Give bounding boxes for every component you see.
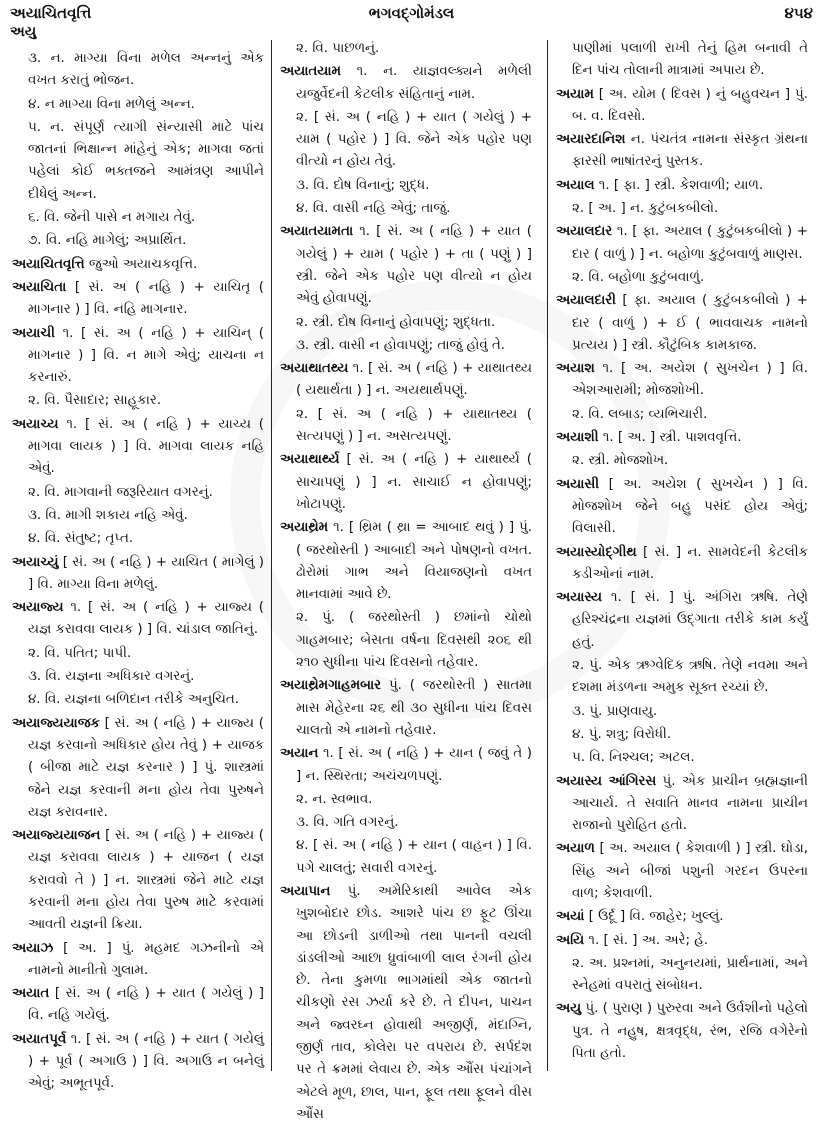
entry-sense <box>280 175 532 197</box>
entry-sense <box>12 505 264 527</box>
dictionary-entry <box>280 61 532 106</box>
definition-text: પાણીમાં પલાળી રાખી તેનું હિમ બનાવી તે દિન પાંચ તોલાની માત્રામાં અપાય છે. <box>572 41 808 79</box>
headword: અયારદાનિશ <box>556 132 626 148</box>
entry-sense <box>556 747 808 769</box>
definition-text: ૨. સ્ત્રી. મોજશોખ. <box>572 453 669 469</box>
entry-sense <box>280 198 532 220</box>
dictionary-entry <box>280 675 532 742</box>
definition-text: ૩. પું. પ્રાણવાયુ. <box>572 703 658 719</box>
dictionary-entry <box>556 838 808 905</box>
entry-sense <box>556 655 808 700</box>
headword: અયાચિતવૃત્તિ <box>12 256 85 272</box>
headword: અયાં <box>556 909 585 925</box>
headword: અયાથાતથ્ય <box>280 361 349 377</box>
headword: અયાન <box>280 746 319 762</box>
headword: અયાઝ <box>12 940 54 956</box>
definition-text: ૨. [ અ. ] ન. કુટુંબકબીલો. <box>572 201 719 217</box>
definition-text: ૪. વિ. સંતુષ્ટ; તૃપ્ત. <box>28 531 134 547</box>
left-guide-word: અયાચિતવૃત્તિ <box>10 4 92 22</box>
second-guide-word: અયુ <box>10 24 37 40</box>
headword: અયાસી <box>556 476 600 492</box>
column-1 <box>12 48 264 1097</box>
definition-text: ૬. વિ. જેની પાસે ન મગાય તેવું. <box>28 210 196 226</box>
definition-text: [ સં. અ ( નહિ ) + યાચિતૃ ( માગનાર ) ] વિ. નહિ માગનાર. <box>28 279 264 318</box>
headword: અયાસ્ય આંગિરસ <box>556 773 657 789</box>
headword: અયાસ્ય <box>556 590 602 606</box>
definition-text: ૧. ન. યાજ્ઞવલ્ક્યને મળેલી યજુર્વેદની કેટલીક સંહિતાનું નામ. <box>296 64 532 102</box>
headword: અયાલદારી <box>556 293 617 309</box>
headword: અયાળ <box>556 841 595 857</box>
dictionary-entry <box>556 84 808 129</box>
definition-text: [ અ. અયેશ ( સુખચેન ) ] વિ. મોજશોખ જેને બહુ પસંદ હોય એવું; વિલાસી. <box>572 476 808 537</box>
headword: અયાચ્ય <box>12 416 59 432</box>
entry-sense <box>12 230 264 252</box>
book-title: ભગવદ્ગોમંડલ <box>368 4 455 22</box>
dictionary-entry <box>12 254 264 276</box>
dictionary-entry <box>12 277 264 322</box>
definition-text: ૪. પું. શત્રુ; વિરોધી. <box>572 726 672 742</box>
dictionary-entry <box>556 542 808 587</box>
definition-text: ૧. [ ફા. અયાલ ( કુટુંબકબીલો ) + દાર ( વાળું ) ] ન. બહોળા કુટુંબવાળું માણસ. <box>572 224 808 262</box>
definition-text: ૧. [ સં. અ ( નહિ ) + યાથાતથ્ય ( યથાર્થતા ) ] ન. અયથાર્થપણું. <box>296 361 532 399</box>
definition-text: ૧. [ અ. અયેશ ( સુખચેન ) ] વિ. એશઆરામી; મોજશોખી. <box>572 361 808 399</box>
entry-sense <box>12 689 264 711</box>
definition-text: ૪. [ સં. અ ( નહિ ) + યાન ( વાહન ) ] વિ. પગે ચાલતું; સવારી વગરનું. <box>296 838 532 876</box>
headword: અયુ <box>556 1001 582 1017</box>
definition-text: [ અ. યોમ ( દિવસ ) નું બહુવચન ] પું. બ. વ. દિવસો. <box>572 86 808 124</box>
column-divider <box>547 40 548 1071</box>
entry-sense <box>12 48 264 93</box>
definition-text: ૧. [ થ્રિમ ( થ્રા = આબાદ થવું ) ] પું. ( જરથોસ્તી ) આબાદી અને પોષણનો વખત. ઢોરોમાં ગાભ અને વિયાજણનો વખત માનવામાં આવે છે. <box>296 520 532 603</box>
definition-text: ૨. વિ. માગવાની જરૂરિયાત વગરનું. <box>28 484 213 500</box>
entry-sense <box>556 404 808 426</box>
entry-sense <box>556 198 808 220</box>
definition-text: ૩. વિ. દોષ વિનાનું; શુદ્ધ. <box>296 177 430 193</box>
column-3 <box>556 38 808 1066</box>
definition-text: ૫. ન. સંપૂર્ણ ત્યાગી સંન્યાસી માટે પાંચ જાતનાં ભિક્ષાન્ન માંહેનું એક; માગવા જતાં પહેલાં કોઈ ભક્તજને આમંત્રણ આપીને દીધેલું અન્ન. <box>28 119 264 202</box>
definition-text: ૧. [ સં. અ ( નહિ ) + યાન ( જવું તે ) ] ન. સ્થિરતા; અચંચળપણું. <box>296 746 532 784</box>
page-header <box>10 4 813 26</box>
definition-text: ૧. [ સં. અ ( નહિ ) + યાચિન્ ( માગનાર ) ] વિ. ન માગે એવું; યાચના ન કરનારું. <box>28 325 264 386</box>
definition-text: ૭. વિ. નહિ માગેલું; અપ્રાર્થિત. <box>28 233 187 249</box>
headword: અયામ <box>556 86 594 102</box>
headword: અયાપાન <box>280 883 331 899</box>
definition-text: [ સં. ] ન. સામવેદની કેટલીક કડીઓનાં નામ. <box>572 544 808 582</box>
headword: અયાતયામતા <box>280 224 354 240</box>
definition-text: પું. અમેરિકાથી આવેલ એક ખુશબોદાર છોડ. આશરે પાંચ છ ફૂટ ઊંચા આ છોડની ડાળીઓ તથા પાનની વચલી ડાંડલીઓ આછા ધ્રુવાંબાળી લાલ રંગની હોય છે. તેના કુમળા ભાગમાંથી એક જાતનો ચીકણો રસ ઝર્યા કરે છે. તે દીપન, પાચન અને જ્વરઘ્ન હોવાથી અજીર્ણ, મંદાગ્નિ, જીર્ણ તાવ, કોલેરા પર વપરાય છે. સર્પદંશ પર તે ક્રમમાં લેવાય છે. એક ઔંસ પંચાંગને એટલે મૂળ, છાલ, પાન, ફૂલ તથા ફૂલને વીસ ઔંસ <box>296 883 532 1122</box>
definition-text: [ ફા. અયાલ ( કુટુંબકબીલો ) + દાર ( વાળું ) + ઈ ( ભાવવાચક નામનો પ્રત્યય ) ] સ્ત્રી. કૌટુંબિક કામકાજ. <box>572 293 808 353</box>
entry-sense <box>556 38 808 83</box>
definition-text: ૨. પું. ( જરથોસ્તી ) છમાંનો ચોથો ગાહમબાર; બેસતા વર્ષના દિવસથી ૨૦૬ થી ૨૧૦ સુધીના પાંચ દિવસનો તહેવાર. <box>296 610 532 671</box>
entry-sense <box>12 94 264 116</box>
dictionary-entry <box>556 427 808 449</box>
definition-text: [ સં. અ ( નહિ ) + યાથાર્થ્ય ( સાચાપણું ) ] ન. સાચાઈ ન હોવાપણું; ખોટાપણું. <box>296 452 532 512</box>
headword: અયાજ્યયાજન <box>12 828 101 844</box>
entry-sense <box>280 335 532 357</box>
headword: અયાચ્યું <box>12 554 59 570</box>
entry-sense <box>12 117 264 206</box>
dictionary-entry <box>12 1029 264 1096</box>
definition-text: ૪. વિ. યજ્ઞના બળિદાન તરીકે અનુચિત. <box>28 692 239 708</box>
dictionary-entry <box>556 474 808 541</box>
definition-text: ૨. પું. એક ઋગ્વેદિક ઋષિ. તેણે નવમા અને દશમા મંડળના અમુક સૂક્ત રચ્યાં છે. <box>572 658 808 696</box>
definition-text: [ સં. અ ( નહિ ) + યાત ( ગયેલું ) ] વિ. નહિ ગયેલું. <box>28 986 264 1024</box>
definition-text: ૨. વિ. પતિત; પાપી. <box>28 645 132 661</box>
dictionary-entry <box>556 358 808 403</box>
dictionary-entry <box>280 743 532 788</box>
dictionary-entry <box>12 323 264 390</box>
definition-text: ૧. [ સં. ] પું. અંગિરા ઋષિ. તેણે હરિશ્ચંદ્રના યજ્ઞમાં ઉદ્ગાતા તરીકે કામ કર્યું હતું. <box>572 590 808 650</box>
entry-sense <box>12 207 264 229</box>
dictionary-entry <box>12 713 264 824</box>
definition-text: ૪. વિ. વાસી નહિ એવું; તાજું. <box>296 201 451 217</box>
dictionary-entry <box>12 938 264 983</box>
definition-text: ૩. વિ. ગતિ વગરનું. <box>296 815 399 831</box>
headword: અયાત <box>12 986 50 1002</box>
dictionary-entry <box>556 221 808 266</box>
definition-text: ૨. વિ. પૈસાદાર; સાહૂકાર. <box>28 393 162 409</box>
definition-text: ૪. ન માગ્યા વિના મળેલું અન્ન. <box>28 96 195 112</box>
headword: અયાચી <box>12 325 55 341</box>
definition-text: [ સં. અ ( નહિ ) + યાચિત ( માગેલું ) ] વિ. માગ્યા વિના મળેલું. <box>28 554 264 592</box>
definition-text: [ સં. અ ( નહિ ) + યાજ્ય ( યજ્ઞ કરાવવા લાયક ) + યાજન ( યજ્ઞ કરાવવો તે ) ] ન. શાસ્ત્રમાં જેને માટે યજ્ઞ કરવાની મના હોય તેવા પુરુષ માટે કરવામાં આવતી યજ્ઞની ક્રિયા. <box>28 828 264 933</box>
definition-text: ૩. વિ. યજ્ઞના અધિકાર વગરનું. <box>28 669 195 685</box>
dictionary-entry <box>556 771 808 838</box>
definition-text: [ સં. અ ( નહિ ) + યાજ્ય ( યજ્ઞ કરવાનો અધિકાર હોય તેવું ) + યાજક ( બીજા માટે યજ્ઞ કરનાર ) ] પું. શાસ્ત્રમાં જેને યજ્ઞ કરવાની મના હોય તેવા પુરુષને યજ્ઞ કરાવનાર. <box>28 715 264 820</box>
definition-text: ૧. [ ફા. ] સ્ત્રી. કેશવાળી; યાળ. <box>598 177 764 193</box>
entry-sense <box>556 724 808 746</box>
dictionary-entry <box>556 175 808 197</box>
headword: અયાથ્રેમગાહમબાર <box>280 678 382 694</box>
definition-text: ૨. [ સં. અ ( નહિ ) + યાત ( ગયેલું ) + યામ ( પહોર ) ] વિ. જેને એક પહોર પણ વીત્યો ન હોય તેવું. <box>296 109 532 170</box>
dictionary-entry <box>280 221 532 310</box>
headword: અયાસ્યોદ્ગીથ <box>556 544 637 560</box>
definition-text: ૩. વિ. માગી શકાય નહિ એવું. <box>28 507 188 523</box>
definition-text: ૩. સ્ત્રી. વાસી ન હોવાપણું; તાજું હોવું તે. <box>296 337 506 353</box>
definition-text: ૩. ન. માગ્યા વિના મળેલ અન્નનું એક વખત કરાતું ભોજન. <box>28 51 264 89</box>
dictionary-entry <box>12 552 264 597</box>
dictionary-entry <box>280 881 532 1126</box>
definition-text: ૫. વિ. નિશ્ચલ; અટલ. <box>572 750 695 766</box>
headword: અયાથાર્થ્ય <box>280 452 340 468</box>
entry-sense <box>556 953 808 998</box>
dictionary-entry <box>12 414 264 481</box>
entry-sense <box>12 390 264 412</box>
dictionary-entry <box>280 358 532 403</box>
definition-text: પું. ( પુરાણ ) પુરુરવા અને ઉર્વશીનો પહેલો પુત્ર. તે નહુષ, ક્ષત્રવૃદ્ધ, રંભ, રજિ વગેરેનો પિતા હતો. <box>572 1001 808 1062</box>
definition-text: જુઓ અયાચકવૃત્તિ. <box>88 256 198 272</box>
definition-text: ૨. સ્ત્રી. દોષ વિનાનું હોવાપણું; શુદ્ધતા. <box>296 314 496 330</box>
headword: અયાશી <box>556 430 599 446</box>
definition-text: ૧. [ સં. અ ( નહિ ) + યાત ( ગયેલું ) + પૂર્વ ( અગાઉ ) ] વિ. અગાઉ ન બનેલું એવું; અભૂતપૂર્વ. <box>28 1031 264 1092</box>
entry-sense <box>280 607 532 674</box>
entry-sense <box>556 701 808 723</box>
dictionary-entry <box>12 597 264 642</box>
entry-sense <box>280 312 532 334</box>
headword: અયાલ <box>556 177 595 193</box>
entry-sense <box>12 482 264 504</box>
page-number: ૪૫૪ <box>784 4 813 22</box>
dictionary-entry <box>556 906 808 928</box>
headword: અયાતયામ <box>280 64 341 80</box>
dictionary-entry <box>12 983 264 1028</box>
entry-sense <box>280 38 532 60</box>
dictionary-entry <box>12 825 264 936</box>
column-divider <box>271 40 272 1071</box>
entry-sense <box>280 789 532 811</box>
definition-text: ૨. વિ. બહોળા કુટુંબવાળું. <box>572 269 705 285</box>
entry-sense <box>280 107 532 174</box>
definition-text: ન. પંચતંત્ર નામના સંસ્કૃત ગ્રંથના ફારસી ભાષાંતરનું પુસ્તક. <box>572 132 808 170</box>
dictionary-entry <box>556 129 808 174</box>
definition-text: ૨. અ. પ્રશ્નમાં, અનુનયમાં, પ્રાર્થનામાં, અને સ્નેહમાં વપરાતું સંબોધન. <box>572 955 808 994</box>
entry-sense <box>556 450 808 472</box>
entry-sense <box>280 404 532 449</box>
definition-text: [ અ. ] પું. મહમદ ગઝનીનો એ નામનો માનીતો ગુલામ. <box>28 940 264 978</box>
definition-text: [ ઉર્દૂ ] વિ. જાહેર; ખુલ્લું. <box>588 909 724 925</box>
headword: અયાજ્યયાજક <box>12 715 100 731</box>
headword: અયાતપૂર્વ <box>12 1031 67 1047</box>
entry-sense <box>12 666 264 688</box>
dictionary-entry <box>280 517 532 606</box>
headword: અયાશ <box>556 361 595 377</box>
definition-text: ૧. [ અ. ] સ્ત્રી. પાશવવૃત્તિ. <box>602 430 742 446</box>
headword: અયાચિતા <box>12 279 67 295</box>
definition-text: ૧. [ સં. અ ( નહિ ) + યાજ્ય ( યજ્ઞ કરાવવા લાયક ) ] વિ. ચાંડાલ જાતિનું. <box>28 600 264 638</box>
entry-sense <box>556 267 808 289</box>
dictionary-entry <box>280 449 532 516</box>
definition-text: ૨. ન. સ્વભાવ. <box>296 791 373 807</box>
dictionary-entry <box>556 998 808 1065</box>
entry-sense <box>280 835 532 880</box>
definition-text: ૧. [ સં. અ ( નહિ ) + યાચ્ય ( માગવા લાયક ) ] વિ. માગવા લાયક નહિ એવું. <box>28 416 264 477</box>
headword: અયાલદાર <box>556 224 613 240</box>
definition-text: ૨. [ સં. અ ( નહિ ) + યાથાતથ્ય ( સત્યપણું ) ] ન. અસત્યપણું. <box>296 406 532 445</box>
dictionary-entry <box>556 290 808 357</box>
definition-text: ૧. [ સં. અ ( નહિ ) + યાત ( ગયેલું ) + યામ ( પહોર ) + તા ( પણું ) ] સ્ત્રી. જેને એક પહોર પણ વીત્યો ન હોય એવું હોવાપણું. <box>296 224 532 307</box>
entry-sense <box>12 643 264 665</box>
headword: અયિ <box>556 932 585 948</box>
definition-text: ૨. વિ. પાછળનું. <box>296 41 380 56</box>
definition-text: ૧. [ સં. ] અ. અરે; હે. <box>588 932 709 948</box>
dictionary-entry <box>556 587 808 654</box>
dictionary-entry <box>556 930 808 952</box>
entry-sense <box>12 528 264 550</box>
definition-text: ૨. વિ. લબાડ; વ્યભિચારી. <box>572 406 708 422</box>
definition-text: પું. એક પ્રાચીન બ્રહ્મજ્ઞાની આચાર્ય. તે સવાતિ માનવ નામના પ્રાચીન રાજાનો પુરોહિત હતો. <box>572 773 808 834</box>
definition-text: પું. ( જરથોસ્તી ) સાતમા માસ મેહેરના ૨૬ થી ૩૦ સુધીના પાંચ દિવસ ચાલતો એ નામનો તહેવાર. <box>296 678 532 738</box>
headword: અયાથ્રેમ <box>280 520 329 536</box>
definition-text: [ અ. અયાલ ( કેશવાળી ) ] સ્ત્રી. ઘોડા, સિંહ અને બીજાં પશુની ગરદન ઉપરના વાળ; કેશવાળી. <box>572 841 808 901</box>
column-2 <box>280 38 532 1127</box>
entry-sense <box>280 812 532 834</box>
headword: અયાજ્ય <box>12 600 64 616</box>
